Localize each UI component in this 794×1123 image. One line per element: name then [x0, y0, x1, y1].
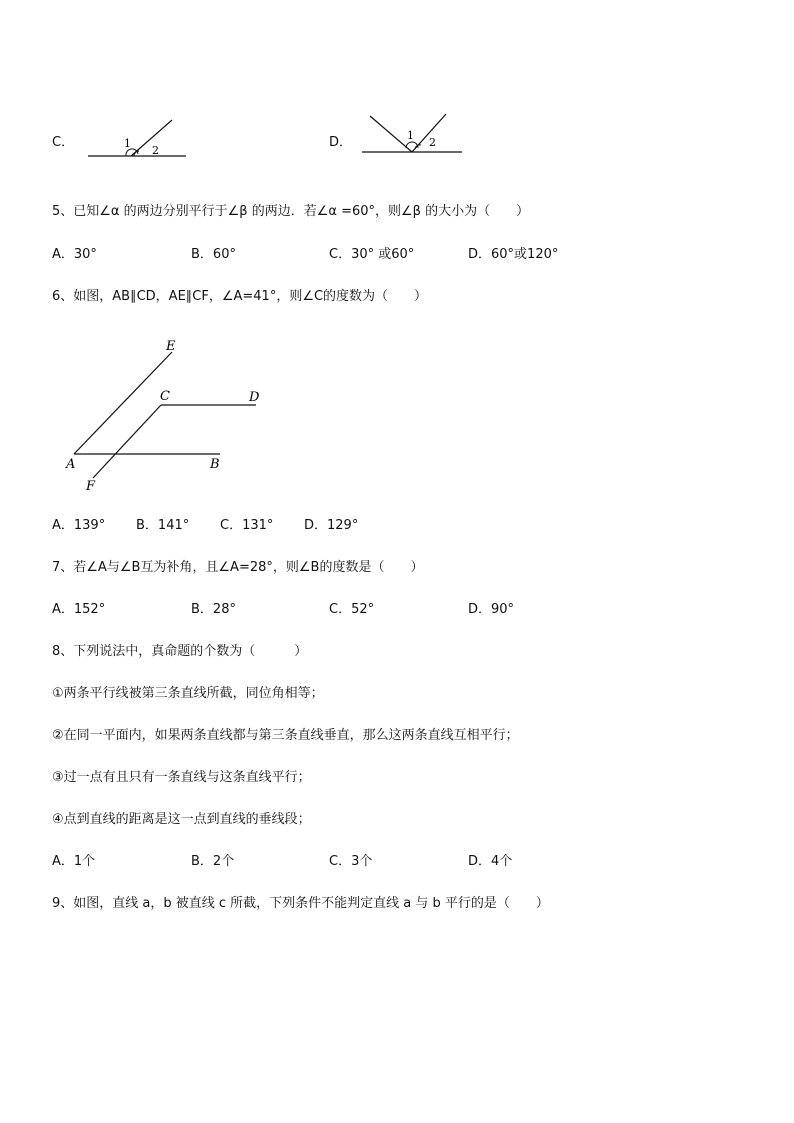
q6-label-f: F: [86, 479, 96, 494]
q6-option-c: C．131°: [220, 518, 274, 533]
q7-option-c: C．52°: [329, 602, 375, 617]
q6-label-d: D: [249, 390, 260, 405]
q5-option-b: B．60°: [191, 247, 236, 262]
q8-statement-3: ③过一点有且只有一条直线与这条直线平行；: [52, 770, 311, 785]
q6-option-d: D．129°: [304, 518, 359, 533]
q4d-angle-label-2: 2: [429, 136, 436, 149]
q8-stem: 8、下列说法中，真命题的个数为（ ）: [52, 644, 308, 659]
q7-option-b: B．28°: [191, 602, 236, 617]
q6-option-b: B．141°: [136, 518, 190, 533]
q5-option-d: D．60°或120°: [468, 247, 559, 262]
q8-statement-4: ④点到直线的距离是这一点到直线的垂线段；: [52, 812, 311, 827]
q6-label-b: B: [210, 457, 220, 472]
q8-option-c: C．3个: [329, 854, 373, 869]
q4-option-c-label: C．: [52, 135, 75, 150]
q6-figure: [60, 334, 280, 496]
q6-label-e: E: [166, 339, 176, 354]
q4d-angle-label-1: 1: [407, 129, 414, 142]
q6-line-ae: [74, 352, 172, 454]
q8-statement-1: ①两条平行线被第三条直线所截，同位角相等；: [52, 686, 324, 701]
q4-option-c-figure: [86, 114, 190, 162]
q6-option-a: A．139°: [52, 518, 106, 533]
q8-statement-2: ②在同一平面内，如果两条直线都与第三条直线垂直，那么这两条直线互相平行；: [52, 728, 519, 743]
q7-stem: 7、若∠A与∠B互为补角，且∠A=28°，则∠B的度数是（ ）: [52, 560, 424, 575]
q4-option-d-figure: [360, 108, 464, 158]
q5-option-a: A．30°: [52, 247, 97, 262]
q6-stem: 6、如图，AB∥CD，AE∥CF，∠A=41°，则∠C的度数为（ ）: [52, 289, 428, 304]
q5-option-c: C．30° 或60°: [329, 247, 415, 262]
q7-option-d: D．90°: [468, 602, 515, 617]
q6-label-c: C: [160, 389, 170, 404]
q8-option-d: D．4个: [468, 854, 513, 869]
q4c-angle-label-1: 1: [124, 137, 131, 150]
q6-line-cf: [93, 405, 161, 478]
q9-stem: 9、如图，直线 a，b 被直线 c 所截，下列条件不能判定直线 a 与 b 平行的是（ ）: [52, 896, 549, 911]
q4c-angle-label-2: 2: [152, 144, 159, 157]
q6-label-a: A: [66, 457, 76, 472]
q8-option-b: B．2个: [191, 854, 235, 869]
q7-option-a: A．152°: [52, 602, 106, 617]
q8-option-a: A．1个: [52, 854, 96, 869]
q5-stem: 5、已知∠α 的两边分别平行于∠β 的两边．若∠α =60°，则∠β 的大小为（ ）: [52, 204, 530, 219]
q4-option-d-label: D．: [329, 135, 353, 150]
